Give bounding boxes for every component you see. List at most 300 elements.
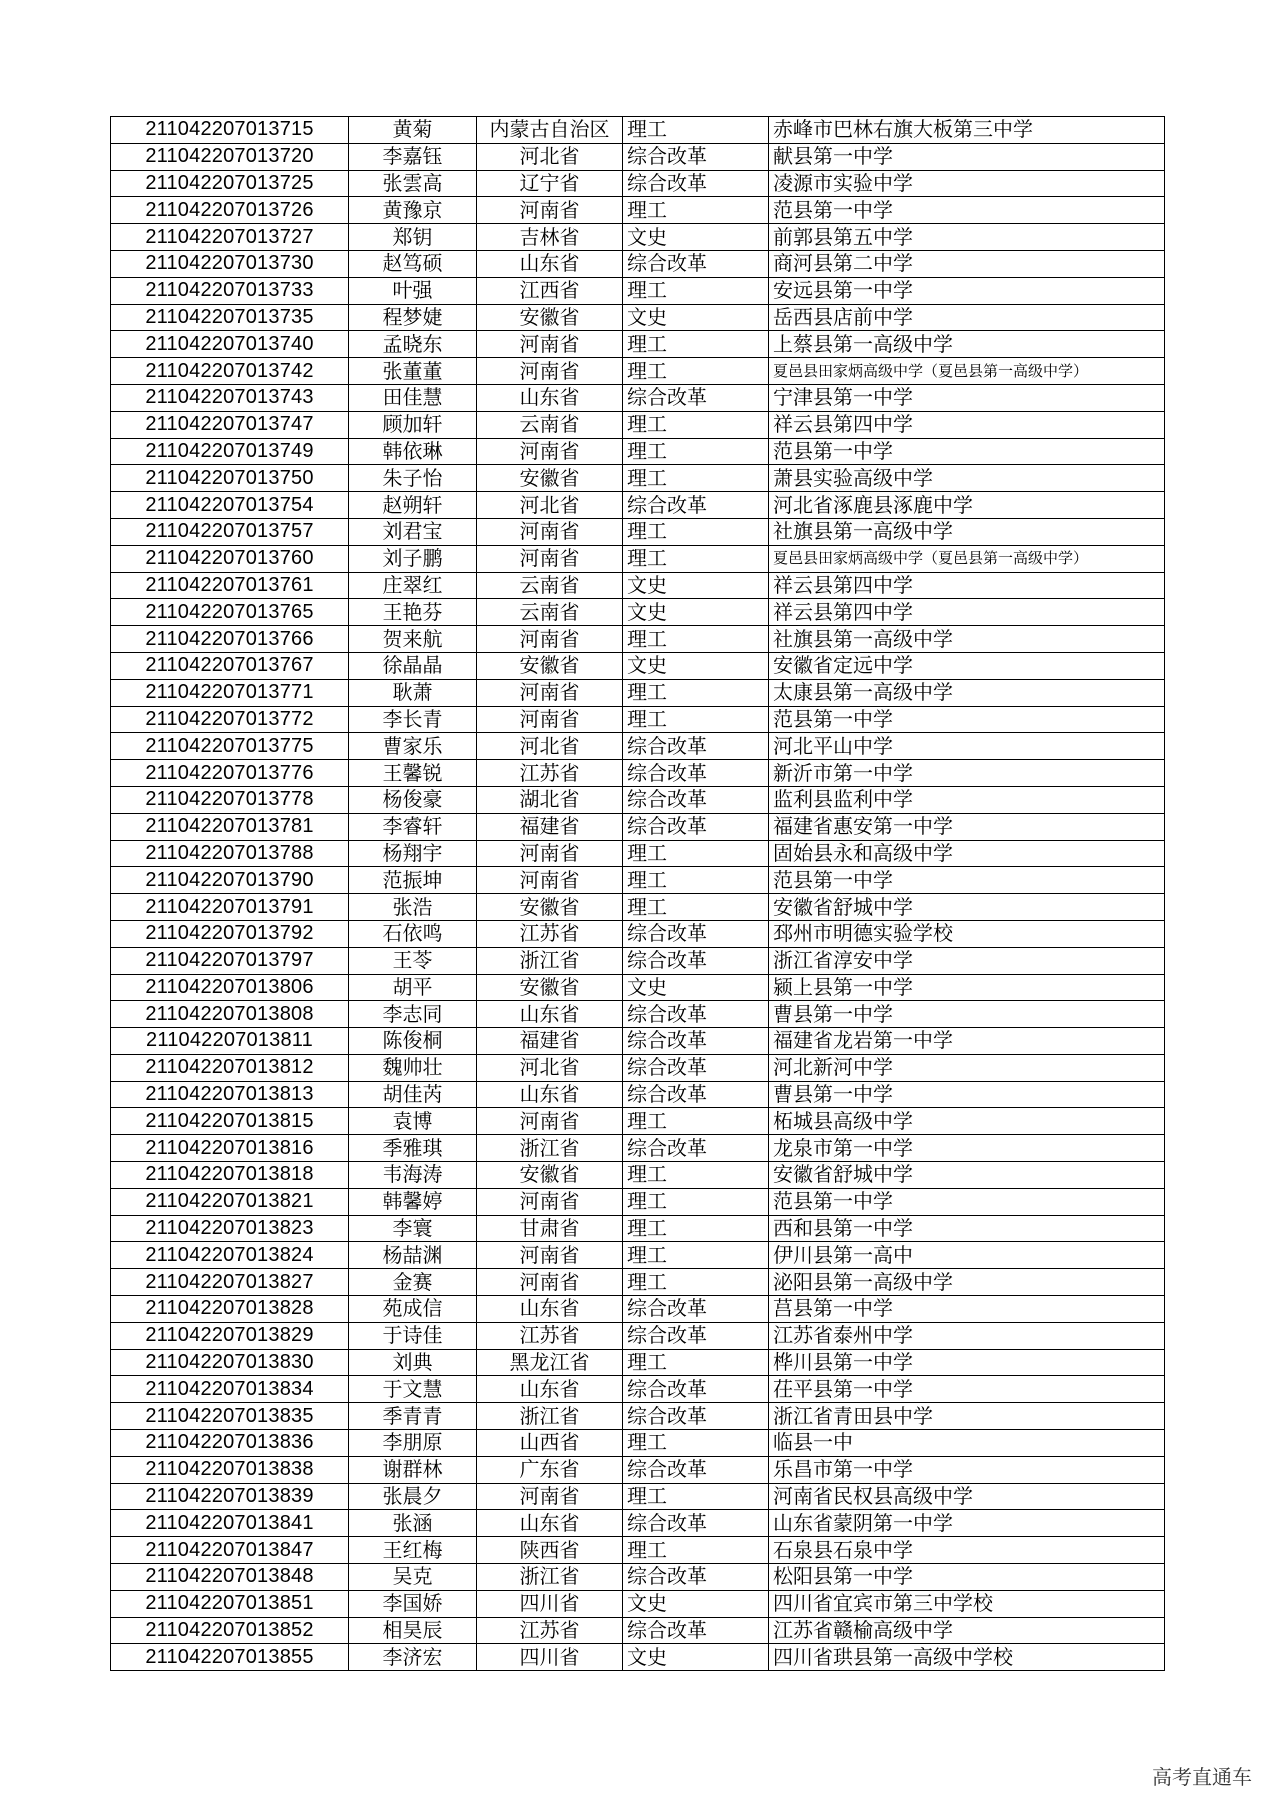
cell-name: 李睿轩 [349,813,477,840]
cell-name: 张晨夕 [349,1483,477,1510]
cell-name: 贺来航 [349,626,477,653]
cell-id: 211042207013776 [111,760,349,787]
cell-province: 山东省 [477,1001,623,1028]
cell-name: 金赛 [349,1269,477,1296]
cell-province: 河南省 [477,545,623,572]
cell-school: 茌平县第一中学 [769,1376,1165,1403]
table-row [111,250,1165,277]
cell-id: 211042207013812 [111,1054,349,1081]
table-row [111,384,1165,411]
table-row [111,679,1165,706]
cell-category: 理工 [623,1430,769,1457]
cell-id: 211042207013771 [111,679,349,706]
cell-school: 凌源市实验中学 [769,170,1165,197]
table-row [111,1135,1165,1162]
cell-school: 河北省涿鹿县涿鹿中学 [769,492,1165,519]
cell-name: 叶强 [349,277,477,304]
cell-school: 松阳县第一中学 [769,1564,1165,1591]
cell-school: 福建省龙岩第一中学 [769,1028,1165,1055]
cell-category: 综合改革 [623,1028,769,1055]
table-row [111,1108,1165,1135]
cell-category: 文史 [623,652,769,679]
cell-school: 宁津县第一中学 [769,384,1165,411]
table-row [111,411,1165,438]
cell-school: 夏邑县田家炳高级中学（夏邑县第一高级中学） [769,358,1165,385]
table-row [111,438,1165,465]
cell-id: 211042207013765 [111,599,349,626]
cell-school: 桦川县第一中学 [769,1349,1165,1376]
table-row [111,1081,1165,1108]
table-row [111,170,1165,197]
cell-category: 理工 [623,1162,769,1189]
cell-province: 云南省 [477,411,623,438]
cell-id: 211042207013720 [111,143,349,170]
cell-province: 广东省 [477,1456,623,1483]
cell-province: 河南省 [477,197,623,224]
cell-category: 理工 [623,894,769,921]
cell-id: 211042207013743 [111,384,349,411]
cell-school: 福建省惠安第一中学 [769,813,1165,840]
cell-id: 211042207013781 [111,813,349,840]
cell-province: 四川省 [477,1644,623,1671]
cell-id: 211042207013839 [111,1483,349,1510]
cell-name: 季青青 [349,1403,477,1430]
cell-id: 211042207013816 [111,1135,349,1162]
cell-name: 程梦婕 [349,304,477,331]
cell-school: 上蔡县第一高级中学 [769,331,1165,358]
cell-school: 西和县第一中学 [769,1215,1165,1242]
cell-province: 黑龙江省 [477,1349,623,1376]
cell-category: 理工 [623,1483,769,1510]
cell-id: 211042207013778 [111,786,349,813]
cell-category: 文史 [623,1590,769,1617]
cell-school: 范县第一中学 [769,438,1165,465]
cell-province: 吉林省 [477,224,623,251]
cell-id: 211042207013792 [111,920,349,947]
cell-name: 朱子怡 [349,465,477,492]
cell-id: 211042207013715 [111,117,349,144]
cell-school: 曹县第一中学 [769,1081,1165,1108]
cell-school: 赤峰市巴林右旗大板第三中学 [769,117,1165,144]
cell-school: 固始县永和高级中学 [769,840,1165,867]
cell-name: 魏帅壮 [349,1054,477,1081]
cell-school: 商河县第二中学 [769,250,1165,277]
cell-school: 临县一中 [769,1430,1165,1457]
cell-category: 理工 [623,277,769,304]
table-row [111,947,1165,974]
cell-category: 理工 [623,331,769,358]
cell-province: 河南省 [477,626,623,653]
cell-category: 理工 [623,1349,769,1376]
table-row [111,545,1165,572]
cell-name: 孟晓东 [349,331,477,358]
cell-name: 李嘉钰 [349,143,477,170]
cell-id: 211042207013725 [111,170,349,197]
cell-province: 河南省 [477,867,623,894]
cell-category: 综合改革 [623,170,769,197]
cell-id: 211042207013749 [111,438,349,465]
watermark-text: 高考直通车 [1152,1765,1252,1789]
cell-category: 理工 [623,197,769,224]
cell-category: 理工 [623,1215,769,1242]
cell-name: 张雲高 [349,170,477,197]
cell-school: 四川省珙县第一高级中学校 [769,1644,1165,1671]
cell-province: 山东省 [477,384,623,411]
cell-id: 211042207013761 [111,572,349,599]
cell-category: 综合改革 [623,1617,769,1644]
cell-category: 综合改革 [623,1001,769,1028]
cell-name: 王艳芬 [349,599,477,626]
cell-category: 综合改革 [623,250,769,277]
cell-category: 综合改革 [623,1564,769,1591]
cell-id: 211042207013788 [111,840,349,867]
cell-category: 理工 [623,465,769,492]
cell-id: 211042207013815 [111,1108,349,1135]
cell-name: 胡佳芮 [349,1081,477,1108]
cell-province: 山东省 [477,250,623,277]
cell-category: 文史 [623,304,769,331]
cell-name: 郑钥 [349,224,477,251]
cell-name: 张董董 [349,358,477,385]
cell-category: 理工 [623,706,769,733]
cell-province: 安徽省 [477,894,623,921]
cell-school: 范县第一中学 [769,867,1165,894]
roster-sheet [110,116,1164,1671]
cell-province: 河南省 [477,1108,623,1135]
cell-province: 福建省 [477,813,623,840]
cell-province: 四川省 [477,1590,623,1617]
table-row [111,1296,1165,1323]
table-row [111,1322,1165,1349]
cell-id: 211042207013767 [111,652,349,679]
cell-province: 河南省 [477,840,623,867]
cell-id: 211042207013775 [111,733,349,760]
cell-province: 河南省 [477,358,623,385]
cell-category: 理工 [623,545,769,572]
cell-name: 韦海涛 [349,1162,477,1189]
cell-id: 211042207013772 [111,706,349,733]
cell-name: 陈俊桐 [349,1028,477,1055]
table-row [111,117,1165,144]
cell-school: 河北平山中学 [769,733,1165,760]
cell-category: 综合改革 [623,1135,769,1162]
cell-category: 综合改革 [623,1456,769,1483]
cell-province: 江苏省 [477,920,623,947]
cell-id: 211042207013806 [111,974,349,1001]
cell-name: 张浩 [349,894,477,921]
table-row [111,1215,1165,1242]
cell-name: 李国娇 [349,1590,477,1617]
cell-category: 综合改革 [623,1054,769,1081]
cell-id: 211042207013727 [111,224,349,251]
cell-category: 理工 [623,411,769,438]
cell-school: 伊川县第一高中 [769,1242,1165,1269]
cell-school: 颍上县第一中学 [769,974,1165,1001]
cell-name: 刘子鹏 [349,545,477,572]
cell-id: 211042207013824 [111,1242,349,1269]
cell-province: 辽宁省 [477,170,623,197]
table-row [111,1590,1165,1617]
cell-category: 综合改革 [623,384,769,411]
cell-category: 理工 [623,438,769,465]
cell-province: 山西省 [477,1430,623,1457]
cell-province: 河北省 [477,1054,623,1081]
cell-province: 云南省 [477,599,623,626]
cell-school: 乐昌市第一中学 [769,1456,1165,1483]
cell-province: 江西省 [477,277,623,304]
table-row [111,277,1165,304]
cell-name: 苑成信 [349,1296,477,1323]
cell-name: 赵朔轩 [349,492,477,519]
table-row [111,358,1165,385]
cell-id: 211042207013797 [111,947,349,974]
cell-name: 刘君宝 [349,518,477,545]
cell-category: 综合改革 [623,760,769,787]
cell-name: 相昊辰 [349,1617,477,1644]
table-row [111,1617,1165,1644]
cell-id: 211042207013813 [111,1081,349,1108]
cell-category: 理工 [623,679,769,706]
table-row [111,1483,1165,1510]
cell-name: 韩馨婷 [349,1188,477,1215]
cell-category: 理工 [623,626,769,653]
table-row [111,331,1165,358]
cell-id: 211042207013811 [111,1028,349,1055]
table-row [111,1430,1165,1457]
cell-id: 211042207013750 [111,465,349,492]
table-row [111,1269,1165,1296]
cell-id: 211042207013821 [111,1188,349,1215]
cell-province: 河南省 [477,1269,623,1296]
cell-category: 综合改革 [623,1322,769,1349]
cell-province: 河北省 [477,492,623,519]
cell-category: 综合改革 [623,813,769,840]
cell-school: 浙江省青田县中学 [769,1403,1165,1430]
cell-name: 于诗佳 [349,1322,477,1349]
cell-school: 萧县实验高级中学 [769,465,1165,492]
cell-school: 石泉县石泉中学 [769,1537,1165,1564]
cell-name: 王馨锐 [349,760,477,787]
cell-name: 曹家乐 [349,733,477,760]
cell-province: 浙江省 [477,1403,623,1430]
cell-school: 监利县监利中学 [769,786,1165,813]
cell-school: 泌阳县第一高级中学 [769,1269,1165,1296]
cell-province: 河南省 [477,679,623,706]
cell-name: 张涵 [349,1510,477,1537]
cell-province: 江苏省 [477,760,623,787]
cell-province: 云南省 [477,572,623,599]
cell-province: 河南省 [477,438,623,465]
cell-id: 211042207013841 [111,1510,349,1537]
cell-school: 莒县第一中学 [769,1296,1165,1323]
table-row [111,599,1165,626]
cell-province: 江苏省 [477,1322,623,1349]
cell-category: 文史 [623,224,769,251]
cell-province: 山东省 [477,1376,623,1403]
cell-id: 211042207013830 [111,1349,349,1376]
cell-school: 安徽省定远中学 [769,652,1165,679]
table-row [111,1403,1165,1430]
cell-name: 李济宏 [349,1644,477,1671]
cell-province: 安徽省 [477,465,623,492]
cell-id: 211042207013740 [111,331,349,358]
cell-name: 于文慧 [349,1376,477,1403]
cell-category: 理工 [623,1188,769,1215]
cell-category: 理工 [623,117,769,144]
cell-school: 前郭县第五中学 [769,224,1165,251]
cell-id: 211042207013790 [111,867,349,894]
cell-province: 陕西省 [477,1537,623,1564]
cell-province: 浙江省 [477,1135,623,1162]
cell-id: 211042207013829 [111,1322,349,1349]
cell-name: 刘典 [349,1349,477,1376]
cell-name: 袁博 [349,1108,477,1135]
cell-category: 理工 [623,1269,769,1296]
cell-name: 吴克 [349,1564,477,1591]
cell-id: 211042207013726 [111,197,349,224]
table-row [111,706,1165,733]
table-row [111,920,1165,947]
cell-category: 综合改革 [623,492,769,519]
table-row [111,572,1165,599]
cell-id: 211042207013735 [111,304,349,331]
roster-body [111,117,1165,1671]
cell-category: 综合改革 [623,1296,769,1323]
cell-school: 岳西县店前中学 [769,304,1165,331]
cell-id: 211042207013808 [111,1001,349,1028]
cell-id: 211042207013823 [111,1215,349,1242]
table-row [111,1510,1165,1537]
table-row [111,465,1165,492]
cell-id: 211042207013852 [111,1617,349,1644]
cell-name: 黄菊 [349,117,477,144]
cell-name: 韩依琳 [349,438,477,465]
cell-province: 河南省 [477,1483,623,1510]
cell-category: 理工 [623,1537,769,1564]
cell-school: 河南省民权县高级中学 [769,1483,1165,1510]
table-row [111,143,1165,170]
cell-school: 夏邑县田家炳高级中学（夏邑县第一高级中学） [769,545,1165,572]
cell-name: 赵笃硕 [349,250,477,277]
cell-category: 综合改革 [623,1403,769,1430]
cell-name: 石依鸣 [349,920,477,947]
cell-province: 安徽省 [477,1162,623,1189]
cell-category: 文史 [623,599,769,626]
cell-id: 211042207013733 [111,277,349,304]
table-row [111,304,1165,331]
cell-school: 新沂市第一中学 [769,760,1165,787]
cell-school: 祥云县第四中学 [769,572,1165,599]
cell-category: 理工 [623,1108,769,1135]
cell-school: 柘城县高级中学 [769,1108,1165,1135]
cell-id: 211042207013818 [111,1162,349,1189]
table-row [111,813,1165,840]
cell-province: 河南省 [477,1188,623,1215]
cell-school: 祥云县第四中学 [769,599,1165,626]
cell-school: 社旗县第一高级中学 [769,518,1165,545]
cell-province: 河南省 [477,331,623,358]
cell-category: 综合改革 [623,920,769,947]
cell-category: 综合改革 [623,947,769,974]
cell-id: 211042207013848 [111,1564,349,1591]
cell-school: 江苏省赣榆高级中学 [769,1617,1165,1644]
table-row [111,733,1165,760]
cell-name: 李寰 [349,1215,477,1242]
cell-province: 江苏省 [477,1617,623,1644]
cell-school: 邳州市明德实验学校 [769,920,1165,947]
table-row [111,224,1165,251]
cell-school: 祥云县第四中学 [769,411,1165,438]
cell-school: 河北新河中学 [769,1054,1165,1081]
cell-id: 211042207013836 [111,1430,349,1457]
table-row [111,760,1165,787]
table-row [111,1188,1165,1215]
cell-school: 范县第一中学 [769,197,1165,224]
cell-province: 浙江省 [477,1564,623,1591]
cell-id: 211042207013828 [111,1296,349,1323]
cell-school: 龙泉市第一中学 [769,1135,1165,1162]
cell-province: 甘肃省 [477,1215,623,1242]
cell-id: 211042207013827 [111,1269,349,1296]
cell-category: 综合改革 [623,1081,769,1108]
table-row [111,1376,1165,1403]
cell-id: 211042207013757 [111,518,349,545]
cell-province: 内蒙古自治区 [477,117,623,144]
cell-name: 杨翔宇 [349,840,477,867]
table-row [111,1349,1165,1376]
cell-school: 浙江省淳安中学 [769,947,1165,974]
cell-school: 安远县第一中学 [769,277,1165,304]
table-row [111,652,1165,679]
cell-id: 211042207013742 [111,358,349,385]
cell-province: 山东省 [477,1510,623,1537]
table-row [111,867,1165,894]
cell-name: 胡平 [349,974,477,1001]
cell-name: 王红梅 [349,1537,477,1564]
cell-school: 社旗县第一高级中学 [769,626,1165,653]
cell-name: 李长青 [349,706,477,733]
cell-province: 河南省 [477,518,623,545]
cell-school: 四川省宜宾市第三中学校 [769,1590,1165,1617]
cell-school: 太康县第一高级中学 [769,679,1165,706]
cell-school: 范县第一中学 [769,706,1165,733]
cell-school: 山东省蒙阴第一中学 [769,1510,1165,1537]
cell-province: 河北省 [477,733,623,760]
cell-province: 山东省 [477,1081,623,1108]
cell-name: 庄翠红 [349,572,477,599]
table-row [111,1644,1165,1671]
table-row [111,1456,1165,1483]
cell-category: 理工 [623,867,769,894]
cell-category: 综合改革 [623,1376,769,1403]
cell-category: 文史 [623,974,769,1001]
cell-name: 季雅琪 [349,1135,477,1162]
cell-name: 范振坤 [349,867,477,894]
table-row [111,197,1165,224]
cell-category: 理工 [623,518,769,545]
cell-category: 综合改革 [623,143,769,170]
cell-id: 211042207013855 [111,1644,349,1671]
cell-category: 理工 [623,840,769,867]
cell-province: 福建省 [477,1028,623,1055]
table-row [111,1054,1165,1081]
cell-category: 综合改革 [623,733,769,760]
cell-id: 211042207013747 [111,411,349,438]
table-row [111,518,1165,545]
table-row [111,1028,1165,1055]
cell-school: 范县第一中学 [769,1188,1165,1215]
cell-category: 理工 [623,358,769,385]
